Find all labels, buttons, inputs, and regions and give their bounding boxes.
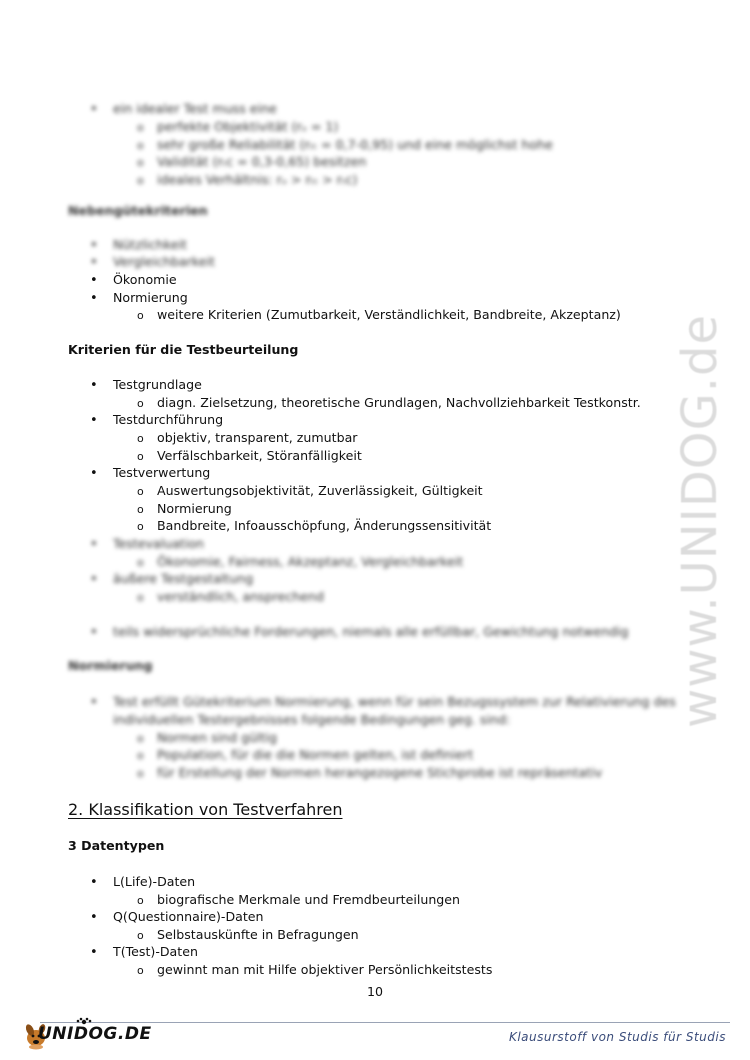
bullet-icon xyxy=(90,693,98,711)
datentyp-sub-item: Selbstauskünfte in Befragungen xyxy=(157,927,359,942)
testbeurteilung-sub-item: Ökonomie, Fairness, Akzeptanz, Vergleichbarkeit xyxy=(157,554,464,569)
circle-bullet-icon xyxy=(137,153,144,171)
bullet-icon xyxy=(90,271,98,289)
testbeurteilung-item: Testgrundlage xyxy=(113,377,202,392)
testbeurteilung-item: Testverwertung xyxy=(113,465,211,480)
bullet-icon xyxy=(90,464,98,482)
datentyp-item: Q(Questionnaire)-Daten xyxy=(113,909,264,924)
circle-bullet-icon xyxy=(137,517,144,535)
circle-bullet-icon xyxy=(137,500,144,518)
normierung-sub-item: Population, für die die Normen gelten, ist definiert xyxy=(157,747,474,762)
nebenguete-heading: Nebengütekriterien xyxy=(68,203,208,218)
circle-bullet-icon xyxy=(137,136,144,154)
intro-sub-item: Validität (rₜc = 0,3-0,65) besitzen xyxy=(157,154,367,169)
normierung-text: Test erfüllt Gütekriterium Normierung, wenn für sein Bezugssystem zur Relativierung des xyxy=(113,694,676,709)
circle-bullet-icon xyxy=(137,118,144,136)
circle-bullet-icon xyxy=(137,429,144,447)
section-title: 2. Klassifikation von Testverfahren xyxy=(68,800,343,819)
normierung-sub-item: Normen sind gültig xyxy=(157,730,278,745)
watermark: www.UNIDOG.de xyxy=(672,313,728,728)
circle-bullet-icon xyxy=(137,891,144,909)
bullet-icon xyxy=(90,376,98,394)
circle-bullet-icon xyxy=(137,926,144,944)
circle-bullet-icon xyxy=(137,729,144,747)
datentyp-item: L(Life)-Daten xyxy=(113,874,196,889)
normierung-sub-item: für Erstellung der Normen herangezogene Stichprobe ist repräsentativ xyxy=(157,765,603,780)
bullet-icon xyxy=(90,411,98,429)
bullet-icon xyxy=(90,253,98,271)
bullet-icon xyxy=(90,570,98,588)
testbeurteilung-sub-item: verständlich, ansprechend xyxy=(157,589,325,604)
logo-text: UNIDOG.DE xyxy=(38,1024,152,1044)
bullet-icon xyxy=(90,623,98,641)
page-number: 10 xyxy=(366,984,384,999)
intro-sub-item: ideales Verhältnis: rₒ > rₜₜ > rₜc) xyxy=(157,172,358,187)
circle-bullet-icon xyxy=(137,482,144,500)
circle-bullet-icon xyxy=(137,447,144,465)
bullet-icon xyxy=(90,943,98,961)
testbeurteilung-sub-item: Bandbreite, Infoausschöpfung, Änderungssensitivität xyxy=(157,518,492,533)
circle-bullet-icon xyxy=(137,306,144,324)
circle-bullet-icon xyxy=(137,764,144,782)
nebenguete-item: Vergleichbarkeit xyxy=(113,254,215,269)
datentyp-sub-item: biografische Merkmale und Fremdbeurteilungen xyxy=(157,892,461,907)
testbeurteilung-item: Testevaluation xyxy=(113,536,205,551)
bullet-icon xyxy=(90,908,98,926)
nebenguete-sub-item: weitere Kriterien (Zumutbarkeit, Verständlichkeit, Bandbreite, Akzeptanz) xyxy=(157,307,621,322)
normierung-heading: Normierung xyxy=(68,658,153,673)
circle-bullet-icon xyxy=(137,588,144,606)
circle-bullet-icon xyxy=(137,746,144,764)
intro-text: ein idealer Test muss eine xyxy=(113,101,277,116)
bullet-icon xyxy=(90,873,98,891)
testbeurteilung-item: äußere Testgestaltung xyxy=(113,571,254,586)
datentypen-heading: 3 Datentypen xyxy=(68,838,165,853)
testbeurteilung-sub-item: Verfälschbarkeit, Störanfälligkeit xyxy=(157,448,362,463)
testbeurteilung-sub-item: Auswertungsobjektivität, Zuverlässigkeit, Gültigkeit xyxy=(157,483,483,498)
testbeurteilung-heading: Kriterien für die Testbeurteilung xyxy=(68,342,299,357)
footer-tagline: Klausurstoff von Studis für Studis xyxy=(508,1030,726,1044)
circle-bullet-icon xyxy=(137,394,144,412)
testbeurteilung-item: Testdurchführung xyxy=(113,412,224,427)
datentyp-sub-item: gewinnt man mit Hilfe objektiver Persönlichkeitstests xyxy=(157,962,493,977)
intro-sub-item: perfekte Objektivität (rₒ = 1) xyxy=(157,119,339,134)
testbeurteilung-sub-item: objektiv, transparent, zumutbar xyxy=(157,430,358,445)
nebenguete-item: Nützlichkeit xyxy=(113,237,187,252)
circle-bullet-icon xyxy=(137,171,144,189)
testbeurteilung-sub-item: Normierung xyxy=(157,501,232,516)
circle-bullet-icon xyxy=(137,961,144,979)
bullet-icon xyxy=(90,535,98,553)
datentyp-item: T(Test)-Daten xyxy=(113,944,198,959)
intro-sub-item: sehr große Reliabilität (rₜₜ = 0,7-0,95) und eine möglichst hohe xyxy=(157,137,553,152)
nebenguete-item: Normierung xyxy=(113,290,188,305)
testbeurteilung-note: teils widersprüchliche Forderungen, niemals alle erfüllbar, Gewichtung notwendig xyxy=(113,624,629,639)
bullet-icon xyxy=(90,100,98,118)
testbeurteilung-sub-item: diagn. Zielsetzung, theoretische Grundlagen, Nachvollziehbarkeit Testkonstr. xyxy=(157,395,641,410)
bullet-icon xyxy=(90,236,98,254)
circle-bullet-icon xyxy=(137,553,144,571)
normierung-text: individuellen Testergebnisses folgende Bedingungen geg. sind: xyxy=(113,712,511,727)
nebenguete-item: Ökonomie xyxy=(113,272,177,287)
bullet-icon xyxy=(90,289,98,307)
